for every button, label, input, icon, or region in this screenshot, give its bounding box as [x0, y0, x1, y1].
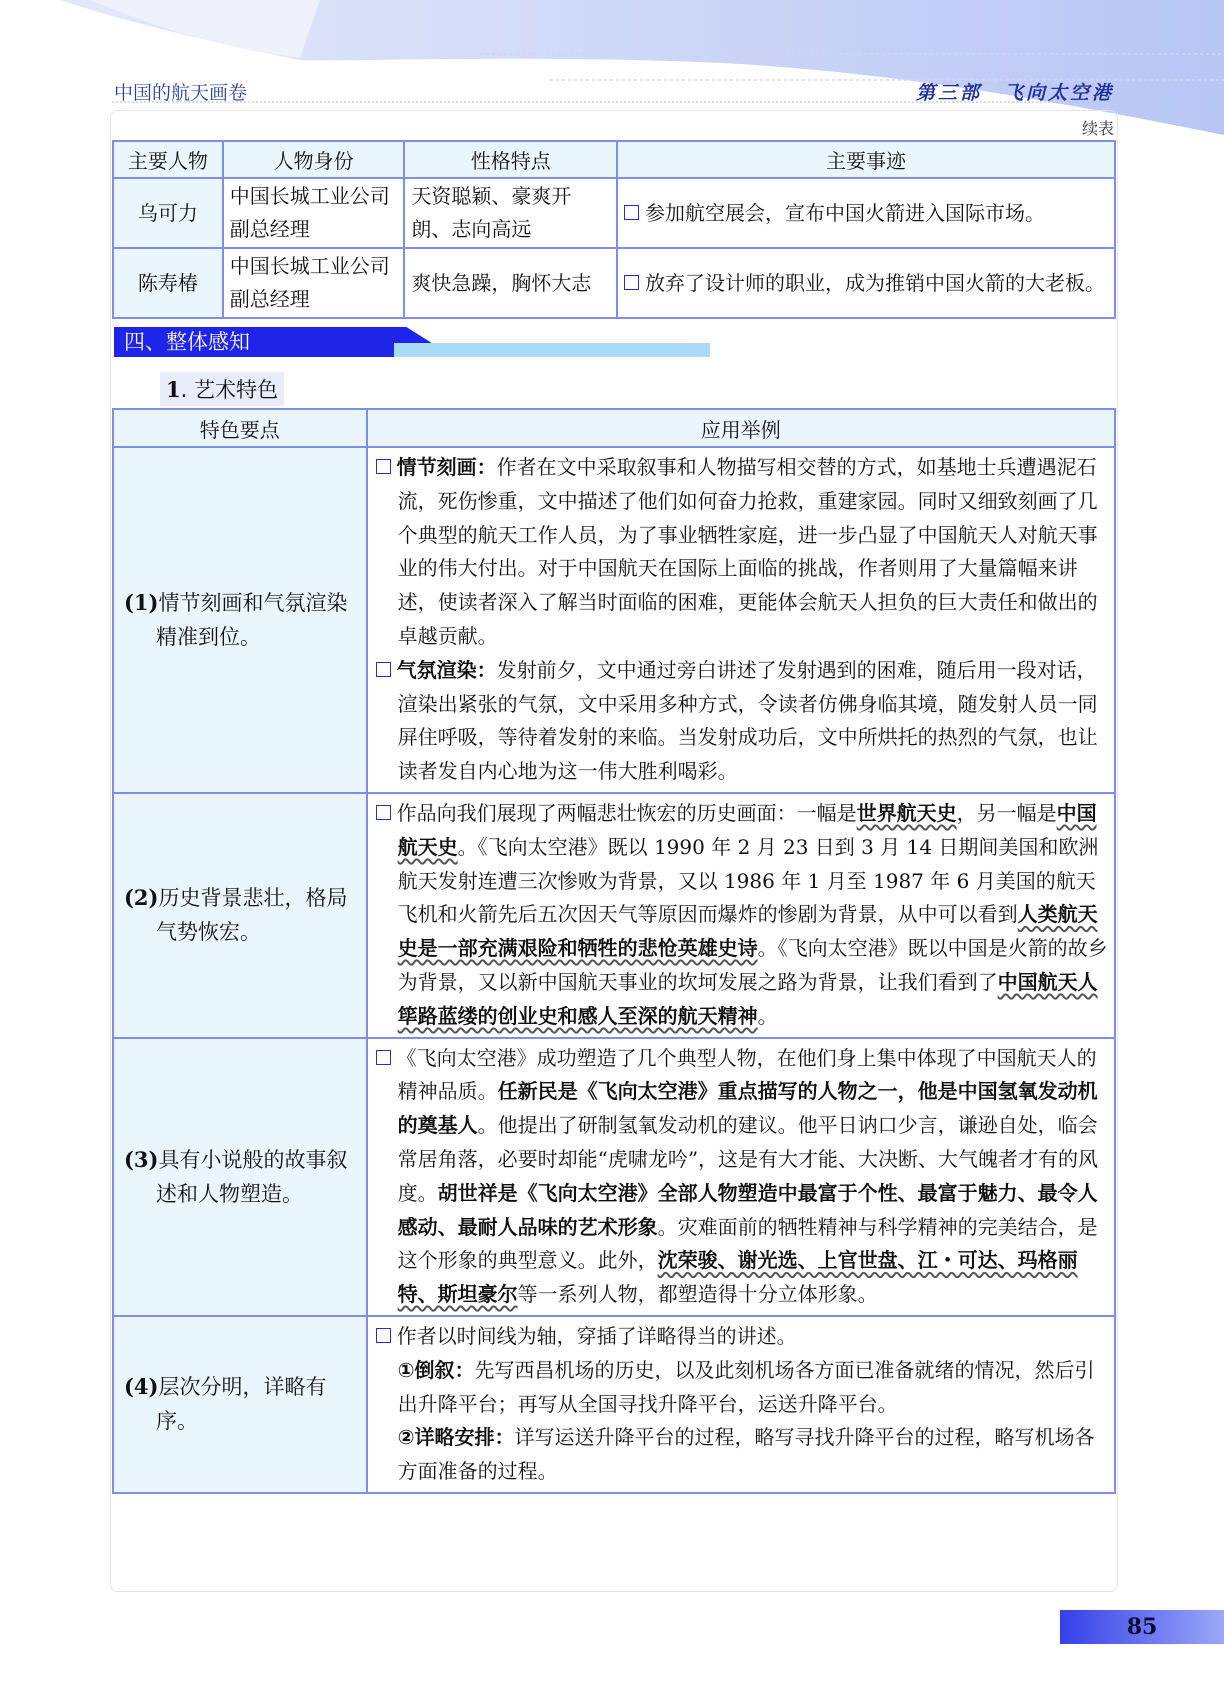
- table-row: [113, 178, 1115, 248]
- emphasis-text: 沈荣骏、谢光选、上官世盘、江・可达、玛格丽特、斯坦豪尔: [397, 1248, 1078, 1307]
- character-trait: 爽快急躁，胸怀大志: [404, 248, 617, 318]
- feature-text: 具有小说般的故事叙述和人物塑造。: [156, 1147, 348, 1206]
- feature-example: [367, 1038, 1115, 1316]
- character-identity: 中国长城工业公司副总经理: [223, 248, 405, 318]
- character-identity: 中国长城工业公司副总经理: [223, 178, 405, 248]
- feature-example: [367, 1316, 1115, 1493]
- example-text: 。《飞向太空港》既以中国是火箭的故乡为背景，又以新中国航天事业的坎坷发展之路为背景，让我们看到了: [397, 936, 1108, 994]
- checkbox-icon: [376, 1050, 391, 1065]
- character-name: 陈寿椿: [113, 248, 223, 318]
- table-row: [113, 1038, 1115, 1316]
- emphasis-text: 任新民是《飞向太空港》重点描写的人物之一，他是中国氢氧发动机的奠基人: [397, 1079, 1098, 1138]
- feature-number: (2): [124, 885, 159, 911]
- column-header: 人物身份: [223, 141, 405, 178]
- example-text: 等一系列人物，都塑造得十分立体形象。: [517, 1282, 878, 1307]
- emphasis-text: 人类航天史是一部充满艰险和牺牲的悲怆英雄史诗: [397, 902, 1098, 961]
- example-text: 《飞向太空港》成功塑造了几个典型人物，在他们身上集中体现了中国航天人的精神品质。: [396, 1045, 1097, 1104]
- column-header: 主要事迹: [617, 141, 1115, 178]
- table-row: [113, 248, 1115, 318]
- checkbox-icon: [376, 1328, 391, 1343]
- emphasis-text: 胡世祥是《飞向太空港》全部人物塑造中最富于个性、最富于魅力、最令人感动、最耐人品味的艺术形象: [397, 1180, 1098, 1239]
- table-row: [113, 447, 1115, 793]
- example-text: 作者在文中采取叙事和人物描写相交替的方式，如基地士兵遭遇泥石流，死伤惨重，文中描述了他们如何奋力抢救，重建家园。同时又细致刻画了几个典型的航天工作人员，为了事业牺牲家庭，进一步凸显了中国航天人对航天事业的伟大付出。对于中国航天在国际上面临的挑战，作者则用了大量篇幅来讲述，使读者深入了解当时面临的困难，更能体会航天人担负的巨大责任和做出的卓越贡献。: [397, 455, 1098, 648]
- checkbox-icon: [376, 459, 391, 474]
- column-header: 主要人物: [113, 141, 223, 178]
- features-table: [112, 408, 1116, 1494]
- emphasis-text: 中国航天人筚路蓝缕的创业史和感人至深的航天精神: [397, 969, 1098, 1028]
- column-header: 性格特点: [404, 141, 617, 178]
- example-text: 。灾难面前的牺牲精神与科学精神的完美结合，是这个形象的典型意义。此外，: [397, 1214, 1098, 1273]
- subsection-number: 1: [166, 377, 181, 402]
- deed-text: 参加航空展会，宣布中国火箭进入国际市场。: [645, 200, 1046, 225]
- example-label: ②详略安排：: [397, 1425, 515, 1450]
- example-text: 先写西昌机场的历史，以及此刻机场各方面已准备就绪的情况，然后引出升降平台；再写从全国寻找升降平台，运送升降平台。: [397, 1357, 1095, 1416]
- character-deed: [617, 248, 1115, 318]
- feature-number: (1): [124, 589, 159, 615]
- deed-text: 放弃了设计师的职业，成为推销中国火箭的大老板。: [645, 270, 1106, 295]
- section-title: 第三部 飞向太空港: [915, 82, 1114, 104]
- feature-text: 层次分明，详略有序。: [156, 1375, 327, 1434]
- page-number: 85: [1126, 1614, 1158, 1640]
- example-text: ，另一幅是: [956, 800, 1057, 825]
- character-trait: 天资聪颖、豪爽开朗、志向高远: [404, 178, 617, 248]
- continued-label: 续表: [1081, 119, 1114, 138]
- characters-table: [112, 140, 1116, 319]
- checkbox-icon: [624, 205, 639, 220]
- example-text: 。: [757, 1003, 778, 1028]
- example-text: 。《飞向太空港》既以 1990 年 2 月 23 日到 3 月 14 日期间美国和欧洲航天发射连遭三次惨败为背景，又以 1986 年 1 月至 1987 年 6 月美国的航天飞机和火箭先后五次因天气等原因而爆炸的惨剧为背景，从中可以看到: [397, 834, 1099, 927]
- example-label: ①倒叙：: [397, 1357, 475, 1382]
- feature-number: (3): [124, 1146, 159, 1172]
- book-title: 中国的航天画卷: [114, 82, 248, 104]
- feature-point: [113, 1038, 367, 1316]
- feature-example: [367, 447, 1115, 793]
- subsection-text: . 艺术特色: [180, 378, 278, 402]
- character-name: 乌可力: [113, 178, 223, 248]
- checkbox-icon: [376, 805, 391, 820]
- table-header-row: [113, 141, 1115, 178]
- emphasis-text: 中国航天史: [397, 800, 1097, 859]
- emphasis-text: 世界航天史: [856, 800, 957, 825]
- subsection-title: [160, 372, 284, 406]
- feature-point: [113, 447, 367, 793]
- example-text: 作品向我们展现了两幅悲壮恢宏的历史画面：一幅是: [396, 800, 857, 825]
- example-text: 。他提出了研制氢氧发动机的建议。他平日讷口少言，谦逊自处，临会常居角落，必要时却能“虎啸龙吟”，这是有大才能、大决断、大气魄者才有的风度。: [397, 1113, 1099, 1205]
- table-header-row: [113, 409, 1115, 447]
- feature-text: 历史背景悲壮，格局气势恢宏。: [156, 886, 348, 945]
- example-text: 详写运送升降平台的过程，略写寻找升降平台的过程，略写机场各方面准备的过程。: [397, 1425, 1095, 1484]
- section-heading: 四、整体感知: [124, 330, 250, 354]
- table-row: [113, 1316, 1115, 1493]
- example-label: 情节刻画：: [396, 455, 497, 479]
- feature-number: (4): [124, 1374, 159, 1400]
- table-row: [113, 793, 1115, 1038]
- feature-text: 情节刻画和气氛渲染精准到位。: [156, 590, 348, 649]
- example-text: 发射前夕，文中通过旁白讲述了发射遇到的困难，随后用一段对话，渲染出紧张的气氛，文中采用多种方式，令读者仿佛身临其境，随发射人员一同屏住呼吸，等待着发射的来临。当发射成功后，文中所烘托的热烈的气氛，也让读者发自内心地为这一伟大胜利喝彩。: [397, 657, 1098, 784]
- feature-example: [367, 793, 1115, 1038]
- character-deed: [617, 178, 1115, 248]
- column-header: 应用举例: [367, 409, 1115, 447]
- feature-point: [113, 1316, 367, 1493]
- checkbox-icon: [376, 662, 391, 677]
- column-header: 特色要点: [113, 409, 367, 447]
- checkbox-icon: [624, 275, 639, 290]
- example-label: 气氛渲染：: [396, 657, 497, 682]
- feature-point: [113, 793, 367, 1038]
- example-text: 作者以时间线为轴，穿插了详略得当的讲述。: [396, 1323, 797, 1348]
